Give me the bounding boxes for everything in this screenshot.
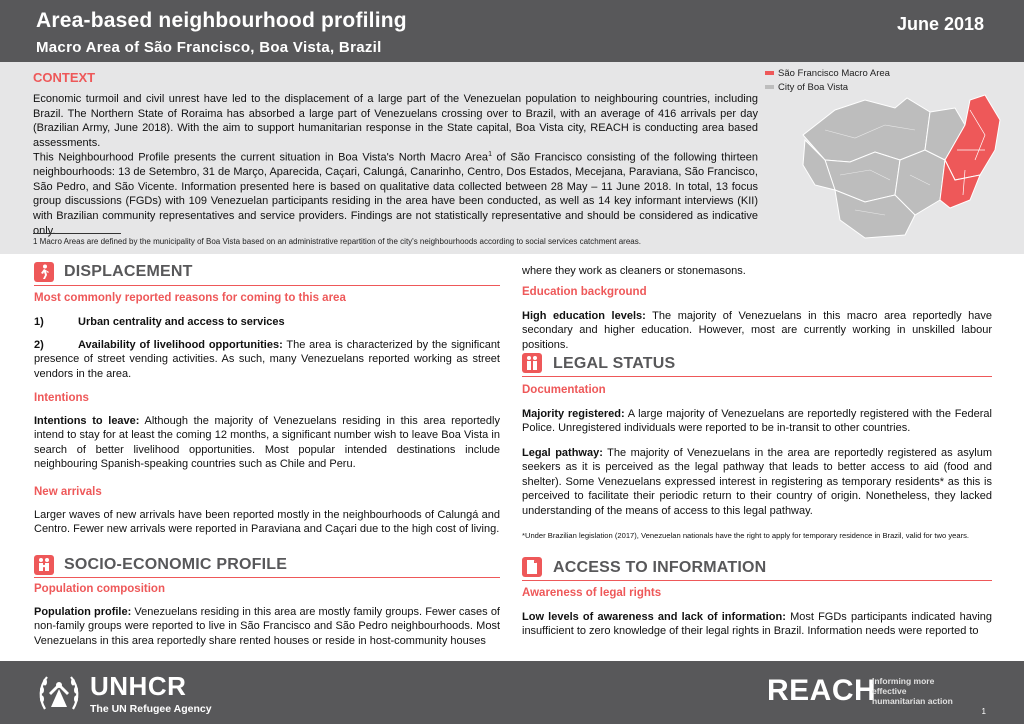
registration-paragraph: Majority registered: A large majority of Venezuelans are reportedly registered with the Federal Police. Unregistered individuals were reported to be in-transit to other countries.: [522, 408, 992, 435]
unhcr-tagline: The UN Refugee Agency: [90, 703, 212, 715]
legend-swatch-red: [765, 71, 774, 75]
context-paragraph-2: [33, 148, 758, 238]
reach-wordmark: REACH: [767, 674, 877, 707]
intentions-paragraph: Intentions to leave: Although the majority of Venezuelans residing in this area reportedly intend to stay for at least the coming 12 months, a significant number wish to leave Boa Vista in search of better livelihood opportunities. Most popular intended destinations include neighbouring Spanish-speaking countries such as Chile and Peru.: [34, 415, 500, 471]
boa-vista-map: [795, 90, 1005, 240]
legal-status-title: LEGAL STATUS: [553, 355, 676, 372]
legend-label: São Francisco Macro Area: [778, 67, 890, 79]
page-number: 1: [981, 707, 986, 716]
unhcr-wordmark: UNHCR: [90, 671, 187, 701]
document-icon: [522, 557, 542, 577]
legend-label: City of Boa Vista: [778, 81, 849, 93]
displacement-reasons-heading: Most commonly reported reasons for coming to this area: [34, 292, 346, 304]
population-heading: Population composition: [34, 583, 165, 595]
displacement-title: DISPLACEMENT: [64, 263, 193, 280]
person-walking-icon: [34, 262, 54, 282]
header-banner: [0, 0, 1024, 62]
awareness-heading: Awareness of legal rights: [522, 587, 662, 599]
unhcr-laurel-icon: [35, 669, 83, 717]
section-divider: [522, 580, 992, 581]
context-title: CONTEXT: [33, 70, 96, 85]
legend-swatch-grey: [765, 85, 774, 89]
access-to-information-title: ACCESS TO INFORMATION: [553, 559, 767, 576]
publication-date: June 2018: [896, 14, 984, 34]
new-arrivals-paragraph: Larger waves of new arrivals have been reported mostly in the neighbourhoods of Calungá and Centro. Fewer new arrivals were reported in Paraviana and Caçari due to the high cost of living.: [34, 509, 500, 536]
context-p2-start: This Neighbourhood Profile presents the current situation in Boa Vista's North Macro Area: [33, 151, 489, 164]
awareness-paragraph: Low levels of awareness and lack of information: Most FGDs participants indicated having insufficient to zero knowledge of their legal rights in Brazil. Information needs were reported to: [522, 611, 992, 638]
intentions-heading: Intentions: [34, 392, 89, 404]
legend-item-macro-area: [765, 66, 890, 80]
page-title: Area-based neighbourhood profiling: [36, 9, 407, 32]
education-heading: Education background: [522, 286, 647, 298]
reach-tagline: Informing more effective humanitarian action: [872, 676, 953, 706]
education-paragraph: High education levels: The majority of Venezuelans in this macro area reportedly have secondary and higher education. However, most are currently working in unskilled labour positions.: [522, 310, 992, 351]
temporary-residence-note: *Under Brazilian legislation (2017), Venezuelan nationals have the right to apply for temporary residence in Brazil, valid for two years.: [522, 531, 970, 540]
legal-pathway-paragraph: Legal pathway: The majority of Venezuelans in the area are reportedly registered as asylum seekers as it is perceived as the legal pathway that leads to better access to aid (food and shelter). Some Venezuelans expressed interest in registering as temporary residents* as this is perceived to facilitate their periodic return to their country of origin. Nonetheless, they lacked understanding of the means of access to this legal pathway.: [522, 447, 992, 517]
context-paragraph-1: Economic turmoil and civil unrest have led to the displacement of a large part of the Venezuelan population to neighbouring countries, including Brazil. The Northern State of Roraima has absorbed a large part of Venezuelans crossing over to Brazil, with an average of 416 arrivals per day (Brazilian Army, June 2018). With the aim to support humanitarian response in the State capital, Boa Vista city, REACH is conducting area based assessments.: [33, 93, 758, 149]
people-icon: [522, 353, 542, 373]
footnote-divider: [33, 233, 121, 234]
page-subtitle: Macro Area of São Francisco, Boa Vista, Brazil: [36, 39, 382, 56]
footer-banner: [0, 661, 1024, 724]
reason-item-2: 2) Availability of livelihood opportunities: The area is characterized by the significant presence of street vending activities. As such, many Venezuelans reported working as street vendors in the area.: [34, 339, 500, 380]
socio-economic-title: SOCIO-ECONOMIC PROFILE: [64, 556, 288, 573]
population-paragraph: Population profile: Venezuelans residing in this area are mostly family groups. Fewer cases of non-family groups were reported to live in São Francisco and São Pedro neighbourhoods. Most Venezuelans in this area reportedly share rented houses or reside in host-community houses: [34, 606, 500, 647]
section-divider: [34, 285, 500, 286]
context-p2-end: of São Francisco consisting of the following thirteen neighbourhoods: 13 de Setembro, 31 de Março, Aparecida, Caçari, Calungá, Canarinho, Centro, Dos Estados, Mecejana, Paraviana, São Francisco, São Pedro, and São Vicente. Information presented here is based on qualitative data collected between 28 May – 11 June 2018. In total, 13 focus group discussions (FGDs) with 109 Venezuelan participants residing in the area have been conducted, as well as 14 key informant interviews (KII) with Brazilian community representatives and service providers. Findings are not statistically representative and should be considered as indicative only.: [33, 151, 758, 237]
family-icon: [34, 555, 54, 575]
documentation-heading: Documentation: [522, 384, 606, 396]
section-divider: [34, 577, 500, 578]
new-arrivals-heading: New arrivals: [34, 486, 102, 498]
map-district: [803, 98, 930, 162]
population-paragraph-continued: where they work as cleaners or stonemasons.: [522, 265, 746, 277]
section-divider: [522, 376, 992, 377]
reason-item-1: 1) Urban centrality and access to services: [34, 316, 285, 328]
context-footnote: 1 Macro Areas are defined by the municipality of Boa Vista based on an administrative repartition of the city's neighbourhoods according to social services catchment areas.: [33, 237, 641, 246]
footnote-marker: 1: [488, 151, 492, 158]
